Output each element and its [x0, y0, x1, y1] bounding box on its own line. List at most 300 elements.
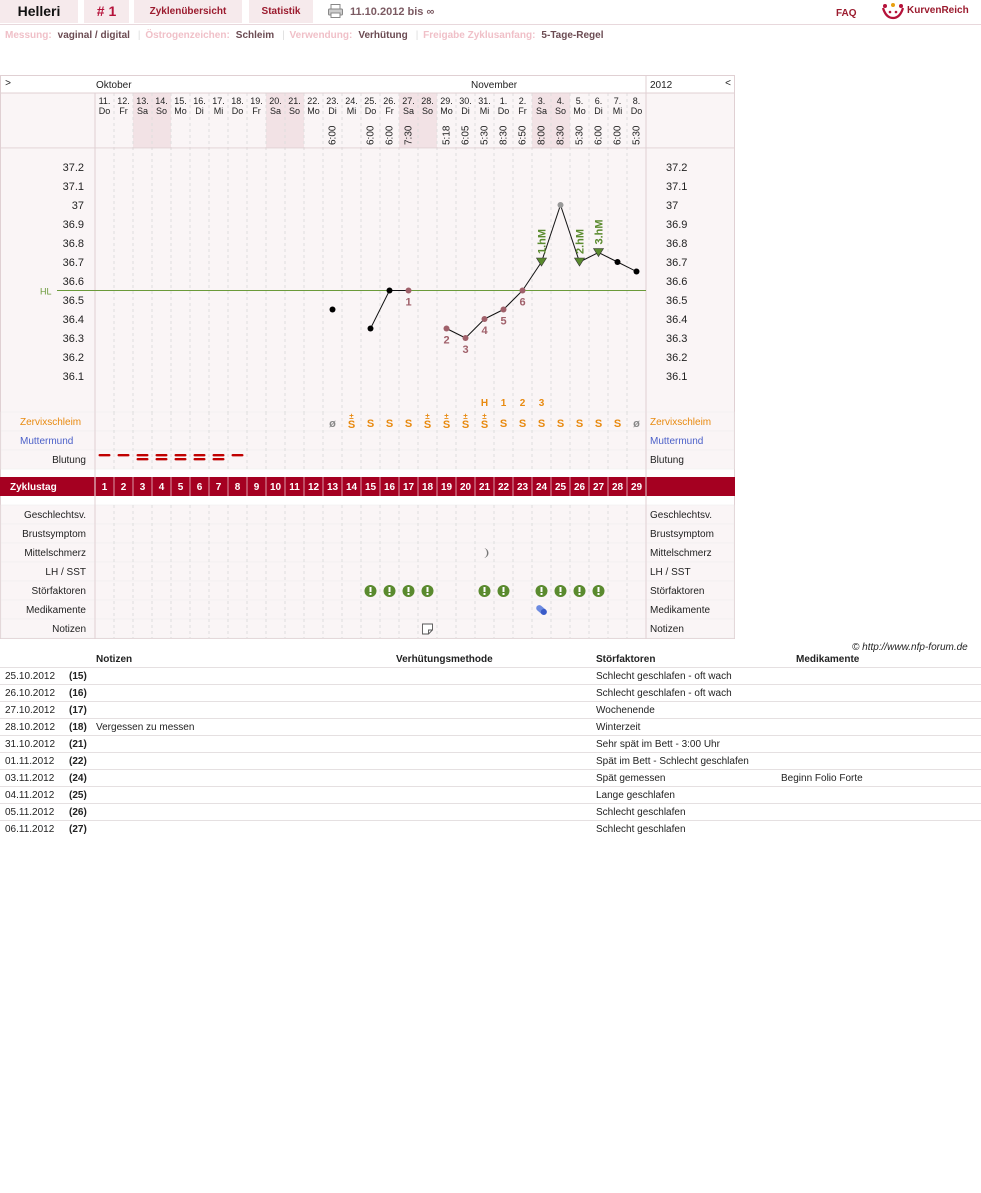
date-label: 23. — [326, 96, 339, 106]
notes-table — [0, 652, 981, 837]
nav-prev-button[interactable]: > — [5, 78, 11, 89]
measure-time-label: 5:18 — [441, 125, 453, 145]
note-meds — [781, 787, 981, 804]
meta-value: vaginal / digital — [57, 30, 130, 41]
date-label: 16. — [193, 96, 206, 106]
date-label: 8. — [632, 96, 641, 106]
note-text — [96, 736, 396, 753]
note-cycle-day: (16) — [69, 685, 96, 702]
disturbance-icon — [408, 587, 410, 592]
temperature-point — [463, 335, 469, 341]
mucus-s-mark: S — [518, 418, 527, 430]
temperature-point — [368, 326, 374, 332]
note-method — [396, 753, 596, 770]
note-text — [96, 821, 396, 838]
note-meds — [781, 821, 981, 838]
copyright[interactable]: © http://www.nfp-forum.de — [852, 642, 968, 653]
header-notes: Notizen — [96, 654, 133, 665]
tab-cycle-overview[interactable]: Zyklenübersicht — [134, 0, 242, 23]
measure-time-label: 6:00 — [327, 125, 339, 145]
lower-row-label: Notizen — [52, 624, 86, 635]
note-method — [396, 804, 596, 821]
bleeding-mark — [99, 454, 111, 456]
date-label: 31. — [478, 96, 491, 106]
cycle-day-number: 5 — [177, 482, 184, 493]
weekday-label: Di — [461, 106, 470, 116]
mucus-plus-mark: ± — [463, 412, 468, 421]
temperature-point — [444, 326, 450, 332]
bleeding-mark — [118, 454, 130, 456]
y-tick-left: 36.3 — [62, 333, 84, 345]
measure-time-label: 6:00 — [365, 125, 377, 145]
lower-row-bg — [1, 619, 734, 638]
row-label: Muttermund — [20, 436, 74, 447]
lower-row-label: Medikamente — [25, 605, 86, 616]
date-label: 4. — [556, 96, 565, 106]
lower-row-label: Mittelschmerz — [24, 548, 86, 559]
weekday-label: Mo — [174, 106, 187, 116]
month-label: November — [471, 80, 518, 91]
meta-value: 5-Tage-Regel — [541, 30, 604, 41]
hm-label: 1.hM — [536, 228, 549, 254]
note-text — [96, 770, 396, 787]
measure-time-label: 6:50 — [517, 125, 529, 145]
symptom-row-bg — [1, 450, 734, 469]
cycle-day-number: 1 — [101, 482, 108, 493]
date-label: 19. — [250, 96, 263, 106]
peak-day-label: 2 — [519, 398, 526, 409]
disturbance-icon — [560, 587, 562, 592]
note-method — [396, 668, 596, 685]
cycle-day-number: 9 — [253, 482, 260, 493]
lower-row-bg — [1, 543, 734, 562]
cycle-day-number: 15 — [364, 482, 377, 493]
cycle-day-number: 8 — [234, 482, 241, 493]
note-text: Vergessen zu messen — [96, 719, 396, 736]
weekday-label: Do — [497, 106, 510, 116]
mucus-plus-mark: ± — [425, 412, 430, 421]
cycle-day-number: 2 — [120, 482, 127, 493]
weekday-label: Mi — [479, 106, 490, 116]
cycle-day-number: 29 — [630, 482, 643, 493]
weekday-label: Sa — [269, 106, 282, 116]
note-disturb: Spät gemessen — [596, 770, 781, 787]
bleeding-mark — [137, 458, 149, 460]
note-disturb: Sehr spät im Bett - 3:00 Uhr — [596, 736, 781, 753]
high-level-label: HL — [40, 286, 52, 297]
y-tick-left: 36.7 — [62, 257, 84, 269]
note-date: 31.10.2012 — [0, 736, 69, 753]
mucus-s-mark: S — [594, 418, 603, 430]
temperature-point — [558, 202, 564, 208]
cycle-day-number: 11 — [289, 482, 300, 493]
table-row — [0, 787, 981, 804]
user-name: Helleri — [0, 0, 78, 23]
lower-row-label: Störfaktoren — [31, 586, 86, 597]
y-tick-right: 36.9 — [666, 219, 688, 231]
lower-row-bg — [1, 600, 734, 619]
disturbance-icon — [541, 587, 543, 592]
cycle-day-number: 19 — [440, 482, 453, 493]
bleeding-mark — [232, 454, 244, 456]
month-label: Oktober — [96, 80, 132, 91]
header-meds: Medikamente — [796, 654, 860, 665]
disturbance-icon — [370, 587, 372, 592]
cycle-day-number: 18 — [421, 482, 434, 493]
note-disturb: Schlecht geschlafen - oft wach — [596, 685, 781, 702]
meta-key: Verwendung: — [289, 30, 353, 41]
date-label: 18. — [231, 96, 244, 106]
measure-time-label: 6:00 — [384, 125, 396, 145]
date-label: 29. — [440, 96, 453, 106]
weekday-label: Fr — [385, 106, 394, 116]
kurvenreich-logo-icon[interactable] — [880, 2, 906, 22]
measure-time-label: 6:00 — [593, 125, 605, 145]
top-navigation — [0, 0, 981, 25]
y-tick-right: 37.2 — [666, 162, 688, 174]
date-label: 22. — [307, 96, 320, 106]
y-tick-right: 37.1 — [666, 181, 688, 193]
date-label: 26. — [383, 96, 396, 106]
count-label: 2 — [443, 334, 450, 347]
date-label: 6. — [594, 96, 603, 106]
disturbance-icon — [598, 593, 600, 595]
measure-time-label: 8:30 — [555, 125, 567, 145]
note-cycle-day: (27) — [69, 821, 96, 838]
printer-icon[interactable] — [328, 4, 343, 18]
bleeding-mark — [175, 458, 187, 460]
mucus-s-mark: S — [613, 418, 622, 430]
date-label: 3. — [537, 96, 546, 106]
bleeding-mark — [137, 454, 149, 456]
cycle-day-number: 14 — [345, 482, 358, 493]
temperature-point — [482, 316, 488, 322]
note-date: 28.10.2012 — [0, 719, 69, 736]
cycle-day-number: 6 — [196, 482, 203, 493]
peak-day-label: 3 — [538, 398, 545, 409]
weekday-label: Do — [364, 106, 377, 116]
lower-row-label-right: Mittelschmerz — [650, 548, 712, 559]
disturbance-icon — [579, 593, 581, 595]
note-text — [96, 787, 396, 804]
measure-time-label: 8:30 — [498, 125, 510, 145]
weekday-label: Sa — [402, 106, 415, 116]
weekday-label: So — [421, 106, 434, 116]
weekday-label: Di — [328, 106, 337, 116]
note-disturb: Winterzeit — [596, 719, 781, 736]
note-cycle-day: (18) — [69, 719, 96, 736]
weekday-label: Do — [630, 106, 643, 116]
weekday-label: Fr — [119, 106, 128, 116]
y-tick-right: 36.8 — [666, 238, 688, 250]
count-label: 5 — [500, 315, 507, 328]
peak-day-label: 1 — [500, 398, 507, 409]
bleeding-mark — [175, 454, 187, 456]
cycle-day-number: 16 — [383, 482, 396, 493]
date-label: 27. — [402, 96, 415, 106]
note-date: 05.11.2012 — [0, 804, 69, 821]
disturbance-icon — [484, 593, 486, 595]
note-disturb: Lange geschlafen — [596, 787, 781, 804]
weekday-label: Mo — [307, 106, 320, 116]
date-label: 7. — [613, 96, 622, 106]
year-label: 2012 — [650, 80, 673, 91]
date-label: 21. — [288, 96, 301, 106]
weekday-label: Do — [98, 106, 111, 116]
date-label: 14. — [155, 96, 168, 106]
bleeding-mark — [156, 458, 168, 460]
note-method — [396, 821, 596, 838]
mucus-s-mark: S — [442, 419, 451, 431]
cycle-day-number: 20 — [459, 482, 472, 493]
lower-row-label-right: Geschlechtsv. — [650, 510, 713, 521]
weekday-label: Di — [594, 106, 603, 116]
temperature-point — [387, 288, 393, 294]
tab-statistics[interactable]: Statistik — [249, 0, 313, 23]
weekday-label: So — [288, 106, 301, 116]
note-date: 26.10.2012 — [0, 685, 69, 702]
weekday-label: Fr — [252, 106, 261, 116]
mucus-s-mark: S — [461, 419, 470, 431]
note-disturb: Schlecht geschlafen - oft wach — [596, 668, 781, 685]
table-row — [0, 719, 981, 736]
weekday-label: Sa — [136, 106, 149, 116]
date-label: 24. — [345, 96, 358, 106]
disturbance-icon — [541, 593, 543, 595]
date-label: 13. — [136, 96, 149, 106]
note-date: 27.10.2012 — [0, 702, 69, 719]
disturbance-icon — [503, 593, 505, 595]
date-label: 5. — [575, 96, 584, 106]
note-cycle-day: (26) — [69, 804, 96, 821]
note-cycle-day: (22) — [69, 753, 96, 770]
cycle-day-number: 13 — [326, 482, 339, 493]
mucus-s-mark: S — [347, 419, 356, 431]
mucus-s-mark: S — [537, 418, 546, 430]
note-date: 01.11.2012 — [0, 753, 69, 770]
weekday-label: Mo — [573, 106, 586, 116]
disturbance-icon — [427, 593, 429, 595]
count-label: 1 — [405, 296, 412, 309]
y-tick-right: 36.5 — [666, 295, 688, 307]
note-method — [396, 770, 596, 787]
weekday-label: So — [554, 106, 567, 116]
mucus-s-mark: S — [480, 419, 489, 431]
y-tick-right: 36.2 — [666, 352, 688, 364]
mucus-s-mark: S — [575, 418, 584, 430]
measure-time-label: 7:30 — [403, 125, 415, 145]
date-label: 28. — [421, 96, 434, 106]
y-tick-left: 36.5 — [62, 295, 84, 307]
table-row — [0, 702, 981, 719]
note-meds — [781, 702, 981, 719]
note-disturb: Spät im Bett - Schlecht geschlafen — [596, 753, 781, 770]
weekday-label: Fr — [518, 106, 527, 116]
cycle-number-tab[interactable]: # 1 — [84, 0, 129, 23]
mucus-s-mark: S — [404, 418, 413, 430]
disturbance-icon — [370, 593, 372, 595]
cycle-day-number: 17 — [402, 482, 415, 493]
note-meds — [781, 753, 981, 770]
y-tick-right: 36.1 — [666, 371, 688, 383]
bleeding-mark — [194, 454, 206, 456]
weekday-label: Sa — [535, 106, 548, 116]
faq-link[interactable]: FAQ — [836, 8, 857, 19]
note-disturb: Wochenende — [596, 702, 781, 719]
table-row — [0, 736, 981, 753]
note-date: 04.11.2012 — [0, 787, 69, 804]
weekday-label: Do — [231, 106, 244, 116]
meta-value: Verhütung — [358, 30, 408, 41]
table-row — [0, 668, 981, 685]
note-meds — [781, 668, 981, 685]
hm-label: 2.hM — [574, 228, 587, 254]
nav-next-button[interactable]: < — [725, 78, 731, 89]
date-label: 2. — [518, 96, 527, 106]
lower-row-label: Geschlechtsv. — [23, 510, 86, 521]
note-method — [396, 702, 596, 719]
date-label: 12. — [117, 96, 130, 106]
cycle-day-number: 21 — [478, 482, 491, 493]
mucus-s-mark: S — [385, 418, 394, 430]
lower-row-label-right: Störfaktoren — [650, 586, 705, 597]
measure-time-label: 6:00 — [612, 125, 624, 145]
measure-time-label: 5:30 — [574, 125, 586, 145]
y-tick-left: 36.6 — [62, 276, 84, 288]
table-row — [0, 753, 981, 770]
bleeding-mark — [156, 454, 168, 456]
peak-day-label: H — [480, 398, 489, 409]
lower-row-label-right: Brustsymptom — [650, 529, 714, 540]
temperature-point — [634, 269, 640, 275]
date-label: 17. — [212, 96, 225, 106]
cycle-day-title: Zyklustag — [10, 482, 57, 493]
date-label: 25. — [364, 96, 377, 106]
mucus-dry-mark: ø — [329, 418, 336, 430]
note-disturb: Schlecht geschlafen — [596, 821, 781, 838]
count-label: 3 — [462, 344, 469, 356]
weekday-label: Mi — [213, 106, 224, 116]
measure-time-label: 8:00 — [536, 125, 548, 145]
weekday-label: Mi — [346, 106, 357, 116]
cycle-day-number: 23 — [516, 482, 529, 493]
y-tick-left: 36.9 — [62, 219, 84, 231]
meta-key: Messung: — [5, 30, 52, 41]
table-row — [0, 804, 981, 821]
cycle-day-number: 26 — [573, 482, 586, 493]
measure-time-label: 5:30 — [479, 125, 491, 145]
date-label: 15. — [174, 96, 187, 106]
disturbance-icon — [503, 587, 505, 592]
weekday-label: Mo — [440, 106, 453, 116]
note-text — [96, 804, 396, 821]
row-label-right: Blutung — [650, 455, 684, 466]
disturbance-icon — [408, 593, 410, 595]
temperature-point — [615, 259, 621, 265]
note-meds — [781, 685, 981, 702]
note-meds: Beginn Folio Forte — [781, 770, 981, 787]
note-method — [396, 719, 596, 736]
cycle-day-number: 27 — [592, 482, 605, 493]
note-disturb: Schlecht geschlafen — [596, 804, 781, 821]
row-label-right: Muttermund — [650, 436, 704, 447]
hm-label: 3.hM — [593, 219, 606, 245]
note-cycle-day: (15) — [69, 668, 96, 685]
y-tick-right: 36.7 — [666, 257, 688, 269]
note-text — [96, 753, 396, 770]
mucus-plus-mark: ± — [349, 412, 354, 421]
row-label-right: Zervixschleim — [650, 417, 712, 428]
lower-row-bg — [1, 524, 734, 543]
row-label: Zervixschleim — [20, 417, 82, 428]
temperature-point — [501, 307, 507, 313]
cycle-day-number: 12 — [307, 482, 320, 493]
lower-row-bg — [1, 562, 734, 581]
y-tick-left: 36.4 — [62, 314, 84, 326]
cycle-day-number: 7 — [215, 482, 222, 493]
mucus-s-mark: S — [556, 418, 565, 430]
note-cycle-day: (17) — [69, 702, 96, 719]
cycle-day-number: 4 — [158, 482, 165, 493]
disturbance-icon — [484, 587, 486, 592]
note-meds — [781, 804, 981, 821]
y-tick-left: 36.8 — [62, 238, 84, 250]
note-method — [396, 736, 596, 753]
bleeding-mark — [213, 458, 225, 460]
meta-key: Östrogenzeichen: — [145, 30, 230, 41]
measure-time-label: 5:30 — [631, 125, 643, 145]
lower-row-label-right: Medikamente — [650, 605, 711, 616]
weekday-label: Mi — [612, 106, 623, 116]
y-tick-right: 36.4 — [666, 314, 688, 326]
disturbance-icon — [560, 593, 562, 595]
count-label: 4 — [481, 325, 488, 337]
note-cycle-day: (24) — [69, 770, 96, 787]
cycle-day-number: 3 — [139, 482, 146, 493]
mucus-plus-mark: ± — [444, 412, 449, 421]
temperature-point — [520, 288, 526, 294]
y-tick-left: 36.2 — [62, 352, 84, 364]
lower-row-label-right: Notizen — [650, 624, 684, 635]
table-row — [0, 685, 981, 702]
lower-row-label: Brustsymptom — [22, 529, 86, 540]
note-cycle-day: (21) — [69, 736, 96, 753]
cycle-day-number: 25 — [554, 482, 567, 493]
logo-text: KurvenReich — [907, 5, 969, 16]
meta-key: Freigabe Zyklusanfang: — [423, 30, 536, 41]
note-date: 25.10.2012 — [0, 668, 69, 685]
date-label: 20. — [269, 96, 282, 106]
date-label: 11. — [98, 96, 111, 106]
lower-row-label: LH / SST — [45, 567, 86, 578]
lower-row-bg — [1, 505, 734, 524]
disturbance-icon — [598, 587, 600, 592]
bleeding-mark — [194, 458, 206, 460]
note-cycle-day: (25) — [69, 787, 96, 804]
mucus-dry-mark: ø — [633, 418, 640, 430]
count-label: 6 — [519, 296, 526, 309]
lower-row-label-right: LH / SST — [650, 567, 691, 578]
date-label: 1. — [499, 96, 508, 106]
header-disturb: Störfaktoren — [596, 654, 656, 665]
mucus-s-mark: S — [499, 418, 508, 430]
y-tick-left: 37.2 — [62, 162, 84, 174]
notes-header-row — [0, 652, 981, 668]
cycle-day-number: 22 — [497, 482, 510, 493]
disturbance-icon — [389, 587, 391, 592]
header-method: Verhütungsmethode — [396, 654, 493, 665]
disturbance-icon — [579, 587, 581, 592]
